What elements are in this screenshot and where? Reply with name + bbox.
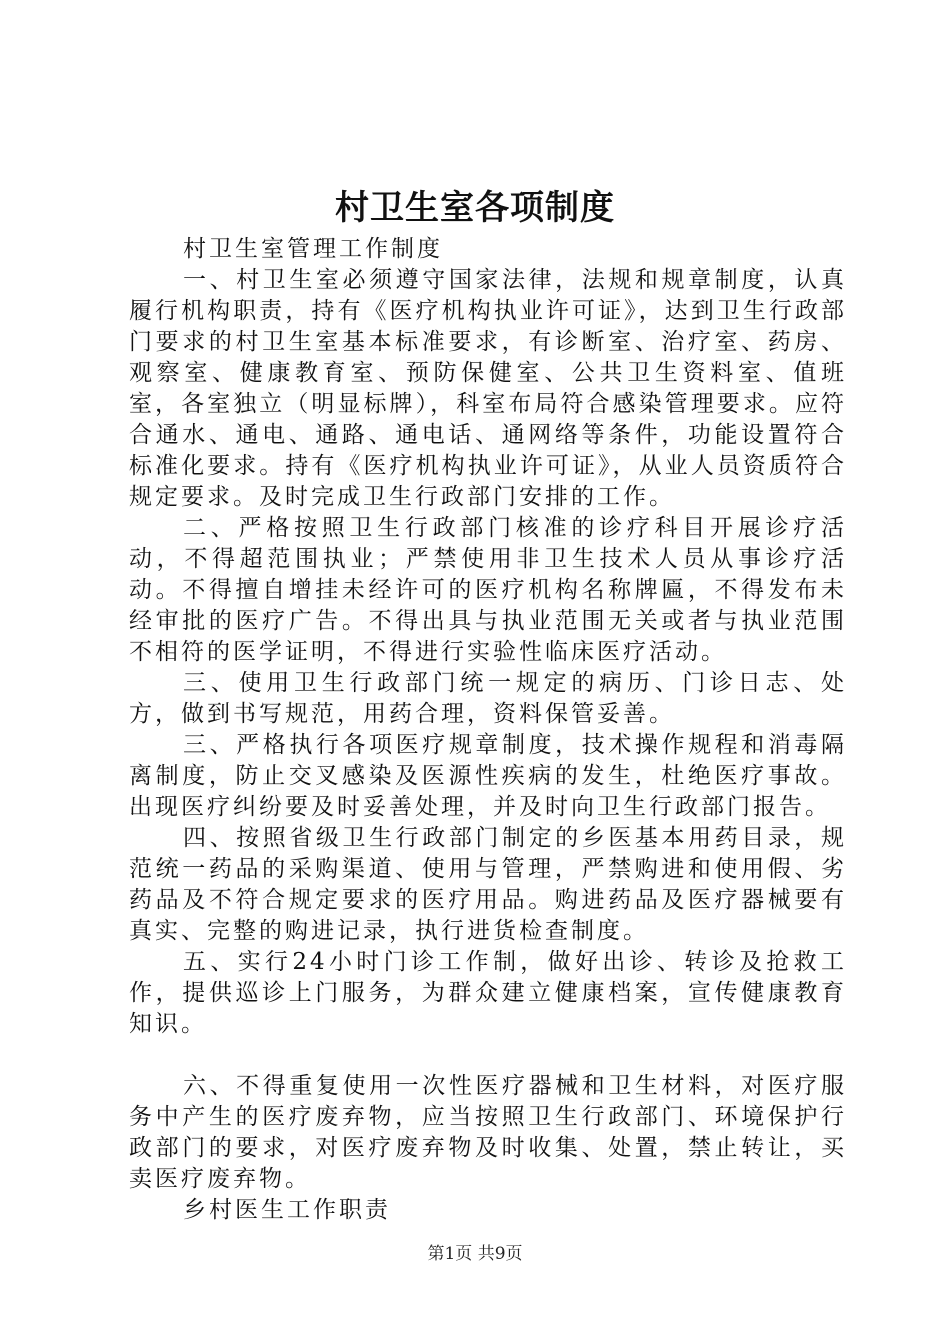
paragraph-7: 六、不得重复使用一次性医疗器械和卫生材料，对医疗服务中产生的医疗废弃物，应当按照卫生行政部门、环境保护行政部门的要求，对医疗废弃物及时收集、处置，禁止转让，买卖医疗废弃物。	[129, 1073, 847, 1192]
paragraph-1: 一、村卫生室必须遵守国家法律，法规和规章制度，认真履行机构职责，持有《医疗机构执业许可证》，达到卫生行政部门要求的村卫生室基本标准要求，有诊断室、治疗室、药房、观察室、健康教育室、预防保健室、公共卫生资料室、值班室，各室独立（明显标牌），科室布局符合感染管理要求。应符合通水、通电、通路、通电话、通网络等条件，功能设置符合标准化要求。持有《医疗机构执业许可证》，从业人员资质符合规定要求。及时完成卫生行政部门安排的工作。	[129, 267, 847, 510]
paragraph-5: 四、按照省级卫生行政部门制定的乡医基本用药目录，规范统一药品的采购渠道、使用与管理，严禁购进和使用假、劣药品及不符合规定要求的医疗用品。购进药品及医疗器械要有真实、完整的购进记录，执行进货检查制度。	[129, 825, 847, 944]
document-title: 村卫生室各项制度	[335, 188, 615, 228]
document-body	[129, 234, 847, 1226]
page-number-footer: 第1页 共9页	[427, 1244, 523, 1264]
section-heading-management-rules: 村卫生室管理工作制度	[183, 236, 443, 262]
paragraph-spacer	[129, 1040, 847, 1071]
section-heading-doctor-duties: 乡村医生工作职责	[183, 1197, 391, 1223]
paragraph-3: 三、使用卫生行政部门统一规定的病历、门诊日志、处方，做到书写规范，用药合理，资料保管妥善。	[129, 670, 847, 727]
paragraph-4: 三、严格执行各项医疗规章制度，技术操作规程和消毒隔离制度，防止交叉感染及医源性疾病的发生，杜绝医疗事故。出现医疗纠纷要及时妥善处理，并及时向卫生行政部门报告。	[129, 732, 847, 820]
paragraph-6: 五、实行24小时门诊工作制，做好出诊、转诊及抢救工作，提供巡诊上门服务，为群众建立健康档案，宣传健康教育知识。	[129, 949, 847, 1037]
paragraph-2: 二、严格按照卫生行政部门核准的诊疗科目开展诊疗活动，不得超范围执业；严禁使用非卫生技术人员从事诊疗活动。不得擅自增挂未经许可的医疗机构名称牌匾，不得发布未经审批的医疗广告。不得出具与执业范围无关或者与执业范围不相符的医学证明，不得进行实验性临床医疗活动。	[129, 515, 847, 665]
